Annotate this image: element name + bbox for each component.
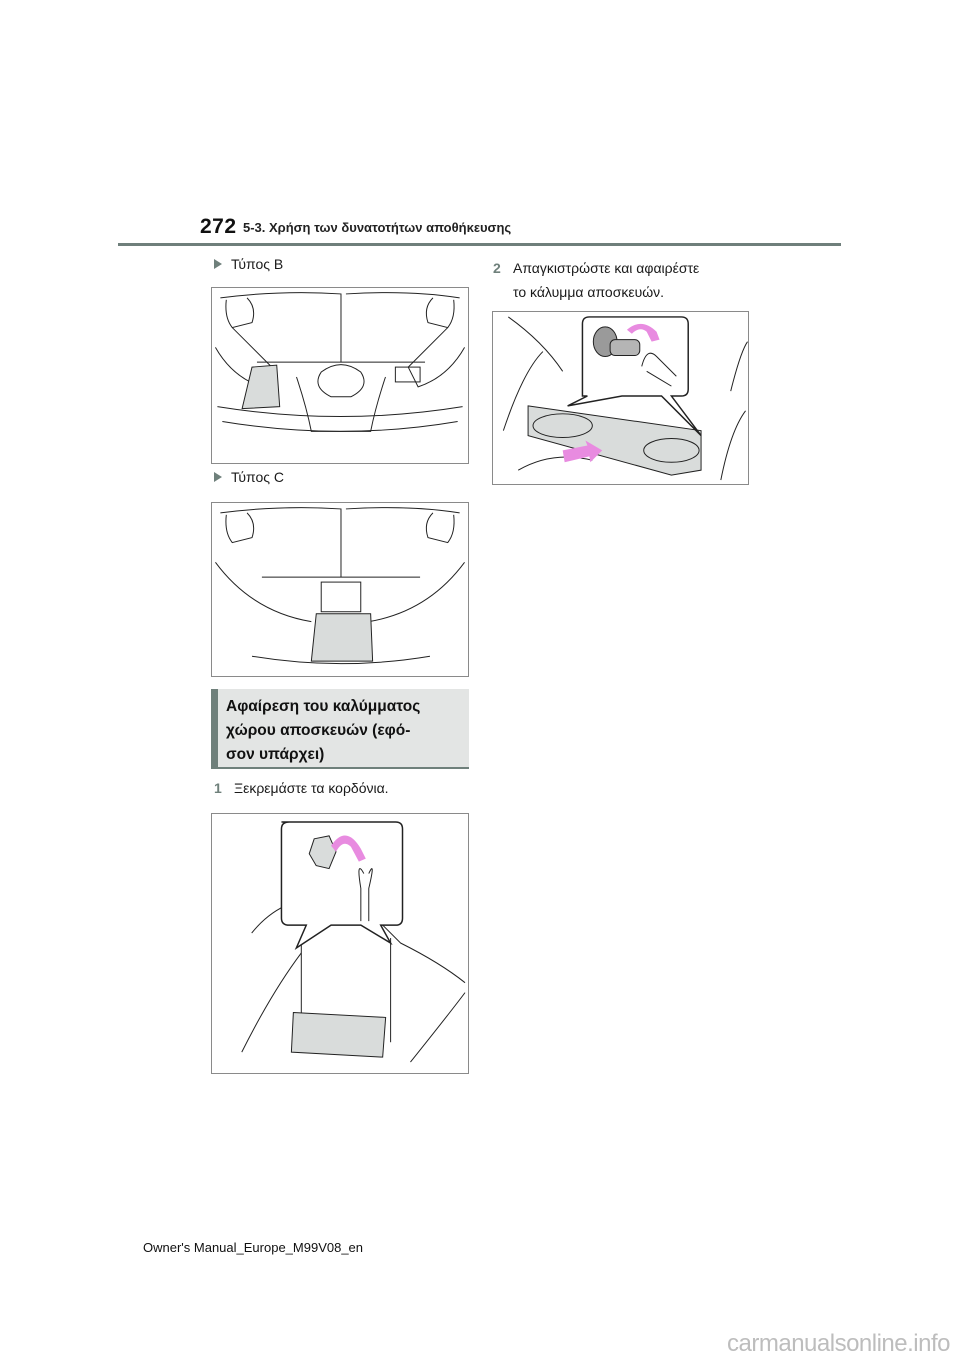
header-divider	[118, 243, 841, 246]
step-1-number: 1	[214, 780, 222, 796]
type-b-label-row	[214, 256, 283, 272]
step-2-line-2: το κάλυμμα αποσκευών.	[513, 284, 665, 300]
type-b-label: Τύπος B	[231, 256, 284, 272]
remove-tonneau-cover-icon	[493, 312, 748, 484]
footer-manual-id: Owner's Manual_Europe_M99V08_en	[143, 1240, 364, 1255]
heading-line-1: Αφαίρεση του καλύμματος	[226, 698, 421, 715]
luggage-compartment-type-c-icon	[212, 503, 468, 676]
watermark: carmanualsonline.info	[727, 1330, 950, 1357]
heading-line-3: σον υπάρχει)	[226, 746, 325, 763]
luggage-compartment-type-b-icon	[212, 288, 468, 463]
type-c-label: Τύπος C	[231, 469, 284, 485]
heading-line-2: χώρου αποσκευών (εφό-	[226, 722, 411, 739]
section-title: 5-3. Χρήση των δυνατοτήτων αποθήκευσης	[243, 220, 512, 235]
triangle-bullet-icon	[214, 472, 222, 482]
triangle-bullet-icon	[214, 259, 222, 269]
step-2	[493, 256, 699, 304]
type-c-figure	[211, 502, 469, 677]
step-2-number: 2	[493, 260, 501, 276]
step-1	[214, 776, 389, 800]
unhook-strings-icon	[212, 814, 468, 1073]
page-number: 272	[200, 215, 237, 238]
type-b-figure	[211, 287, 469, 464]
step-1-figure	[211, 813, 469, 1074]
step-1-text: Ξεκρεμάστε τα κορδόνια.	[234, 780, 389, 796]
section-heading	[211, 689, 469, 769]
step-2-line-1: Απαγκιστρώστε και αφαιρέστε	[513, 260, 700, 276]
step-2-figure	[492, 311, 749, 485]
type-c-label-row	[214, 469, 284, 485]
